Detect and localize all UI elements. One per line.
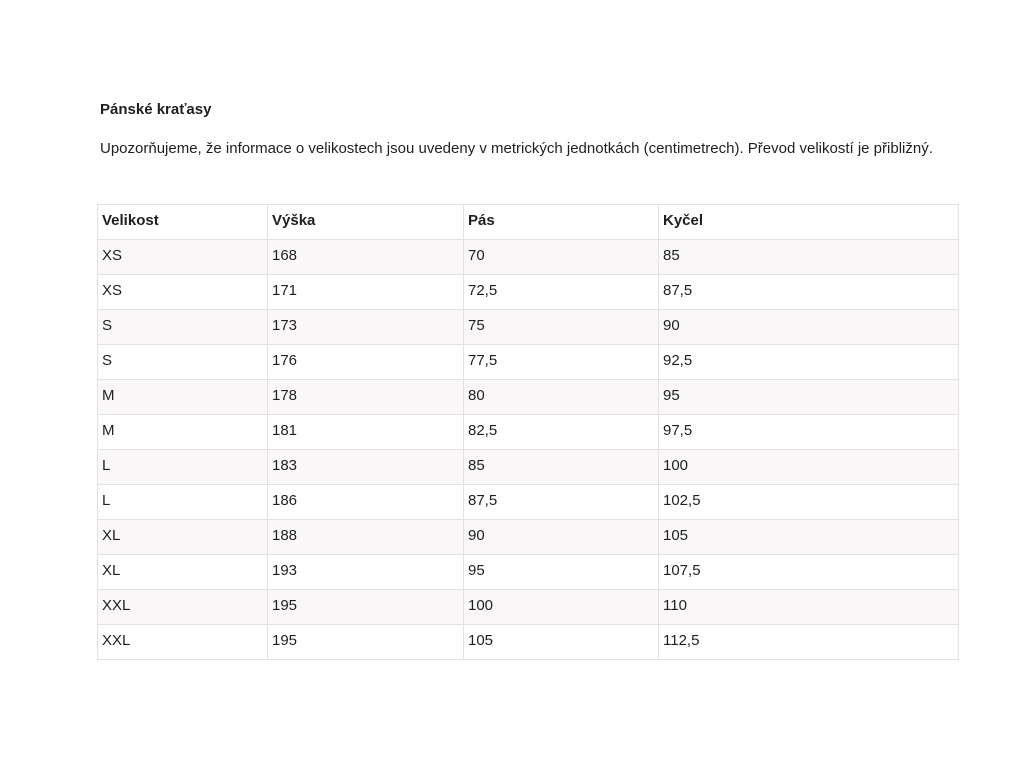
table-cell: 90	[464, 520, 659, 555]
table-cell: 95	[659, 380, 959, 415]
table-cell: XS	[98, 275, 268, 310]
table-cell: S	[98, 310, 268, 345]
table-cell: 176	[268, 345, 464, 380]
table-cell: 178	[268, 380, 464, 415]
table-cell: 112,5	[659, 625, 959, 660]
table-cell: 107,5	[659, 555, 959, 590]
table-cell: 168	[268, 240, 464, 275]
column-header-kycel: Kyčel	[659, 205, 959, 240]
table-cell: 72,5	[464, 275, 659, 310]
table-cell: 181	[268, 415, 464, 450]
table-body	[98, 240, 959, 660]
table-row	[98, 240, 959, 275]
table-cell: 77,5	[464, 345, 659, 380]
table-cell: 95	[464, 555, 659, 590]
table-cell: 87,5	[464, 485, 659, 520]
table-cell: 87,5	[659, 275, 959, 310]
table-cell: 100	[659, 450, 959, 485]
table-cell: S	[98, 345, 268, 380]
table-cell: 92,5	[659, 345, 959, 380]
table-header-row	[98, 205, 959, 240]
table-row	[98, 450, 959, 485]
table-cell: 110	[659, 590, 959, 625]
table-cell: 75	[464, 310, 659, 345]
table-cell: 82,5	[464, 415, 659, 450]
table-cell: 102,5	[659, 485, 959, 520]
table-cell: 193	[268, 555, 464, 590]
table-cell: XXL	[98, 625, 268, 660]
table-cell: 97,5	[659, 415, 959, 450]
table-cell: 195	[268, 625, 464, 660]
table-cell: 85	[464, 450, 659, 485]
table-cell: 100	[464, 590, 659, 625]
size-guide-page	[97, 99, 958, 660]
table-row	[98, 520, 959, 555]
column-header-pas: Pás	[464, 205, 659, 240]
table-cell: 173	[268, 310, 464, 345]
table-cell: 70	[464, 240, 659, 275]
table-row	[98, 380, 959, 415]
table-row	[98, 590, 959, 625]
table-row	[98, 555, 959, 590]
table-cell: 80	[464, 380, 659, 415]
table-row	[98, 415, 959, 450]
table-cell: 195	[268, 590, 464, 625]
table-cell: XXL	[98, 590, 268, 625]
table-cell: 171	[268, 275, 464, 310]
table-cell: 90	[659, 310, 959, 345]
table-cell: 85	[659, 240, 959, 275]
table-cell: XL	[98, 520, 268, 555]
table-cell: 186	[268, 485, 464, 520]
table-row	[98, 345, 959, 380]
intro-text: Upozorňujeme, že informace o velikostech jsou uvedeny v metrických jednotkách (centimetrech). Převod velikostí je přibližný.	[100, 140, 933, 157]
table-row	[98, 275, 959, 310]
table-cell: 183	[268, 450, 464, 485]
table-cell: XL	[98, 555, 268, 590]
column-header-velikost: Velikost	[98, 205, 268, 240]
table-cell: 105	[464, 625, 659, 660]
table-row	[98, 625, 959, 660]
table-cell: 105	[659, 520, 959, 555]
table-cell: L	[98, 485, 268, 520]
table-cell: XS	[98, 240, 268, 275]
column-header-vyska: Výška	[268, 205, 464, 240]
table-cell: 188	[268, 520, 464, 555]
size-table	[97, 204, 959, 660]
table-cell: M	[98, 380, 268, 415]
table-cell: M	[98, 415, 268, 450]
page-title: Pánské kraťasy	[100, 101, 212, 118]
table-cell: L	[98, 450, 268, 485]
table-row	[98, 310, 959, 345]
table-row	[98, 485, 959, 520]
